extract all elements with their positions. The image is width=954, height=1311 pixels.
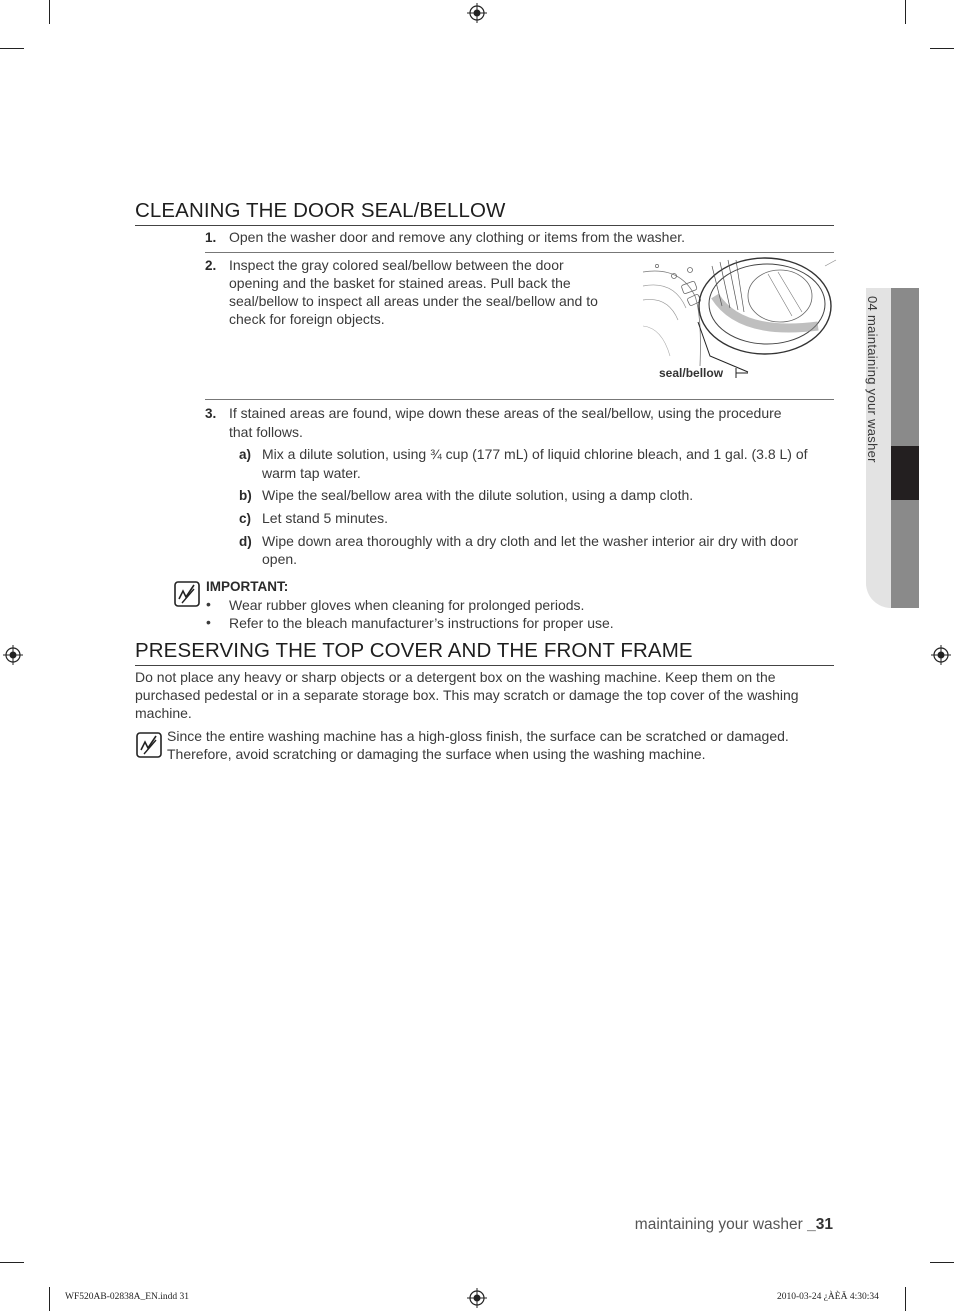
step-divider	[205, 252, 834, 253]
important-title: IMPORTANT:	[206, 579, 289, 594]
step-text-line: check for foreign objects.	[229, 311, 385, 327]
paragraph-line: Do not place any heavy or sharp objects or a detergent box on the washing machine. Keep them on the	[135, 669, 776, 685]
step-text-line: Inspect the gray colored seal/bellow between the door	[229, 257, 564, 273]
substep-text-line: Mix a dilute solution, using ¾ cup (177 mL) of liquid chlorine bleach, and 1 gal. (3.8 L) of	[262, 446, 808, 462]
crop-mark	[905, 0, 906, 24]
substep-text-line: open.	[262, 551, 298, 567]
step-text-line: that follows.	[229, 424, 303, 440]
note-icon	[136, 732, 162, 758]
step-text-line: If stained areas are found, wipe down these areas of the seal/bellow, using the procedure	[229, 405, 782, 421]
section-title: PRESERVING THE TOP COVER AND THE FRONT FRAME	[135, 639, 834, 666]
important-bullet: Refer to the bleach manufacturer’s instructions for proper use.	[229, 615, 614, 631]
note-text-line: Since the entire washing machine has a high-gloss finish, the surface can be scratched or damaged.	[167, 728, 789, 744]
section-title: CLEANING THE DOOR SEAL/BELLOW	[135, 199, 834, 226]
crop-mark	[930, 1262, 954, 1263]
registration-mark-icon	[3, 645, 23, 665]
bullet-dot: •	[206, 614, 211, 630]
crop-mark	[49, 0, 50, 24]
note-text-line: Therefore, avoid scratching or damaging the surface when using the washing machine.	[167, 746, 706, 762]
substep-text-line: warm tap water.	[262, 465, 361, 481]
bullet-dot: •	[206, 596, 211, 612]
crop-mark	[930, 48, 954, 49]
step-text-line: seal/bellow to inspect all areas under the seal/bellow and to	[229, 293, 598, 309]
substep-text-line: Let stand 5 minutes.	[262, 510, 389, 526]
step-text-line: opening and the basket for stained areas. Pull back the	[229, 275, 571, 291]
registration-mark-icon	[931, 645, 951, 665]
step-number: 2.	[205, 258, 217, 273]
substep-text-line: Wipe the seal/bellow area with the dilute solution, using a damp cloth.	[262, 487, 694, 503]
step-number: 1.	[205, 230, 217, 245]
registration-mark-icon	[467, 1288, 487, 1308]
paragraph-line: machine.	[135, 705, 192, 721]
side-tab-label: 04 maintaining your washer	[865, 296, 880, 463]
crop-mark	[905, 1287, 906, 1311]
registration-mark-icon	[467, 3, 487, 23]
substep-label: c)	[239, 511, 252, 526]
paragraph-line: purchased pedestal or in a separate storage box. This may scratch or damage the top cover of the washing	[135, 687, 799, 703]
slug-filename: WF520AB-02838A_EN.indd 31	[65, 1292, 190, 1302]
page-footer	[635, 1216, 833, 1234]
substep-label: d)	[239, 534, 252, 549]
slug-date: 2010-03-24 ¿ÀÈÄ 4:30:34	[777, 1292, 879, 1302]
crop-mark	[0, 1262, 24, 1263]
note-icon	[174, 581, 200, 607]
substep-label: b)	[239, 488, 252, 503]
side-tab-marker	[891, 446, 919, 500]
door-seal-illustration	[640, 256, 838, 384]
crop-mark	[0, 48, 24, 49]
page-number: _31	[807, 1216, 833, 1233]
substep-label: a)	[239, 447, 252, 462]
step-text: Open the washer door and remove any clothing or items from the washer.	[229, 229, 686, 245]
step-number: 3.	[205, 406, 217, 421]
substep-text-line: Wipe down area thoroughly with a dry cloth and let the washer interior air dry with door	[262, 533, 799, 549]
footer-chapter: maintaining your washer	[634, 1216, 803, 1233]
important-bullet: Wear rubber gloves when cleaning for prolonged periods.	[229, 597, 585, 613]
figure-label: seal/bellow	[659, 366, 724, 380]
crop-mark	[49, 1287, 50, 1311]
step-divider	[205, 399, 834, 400]
